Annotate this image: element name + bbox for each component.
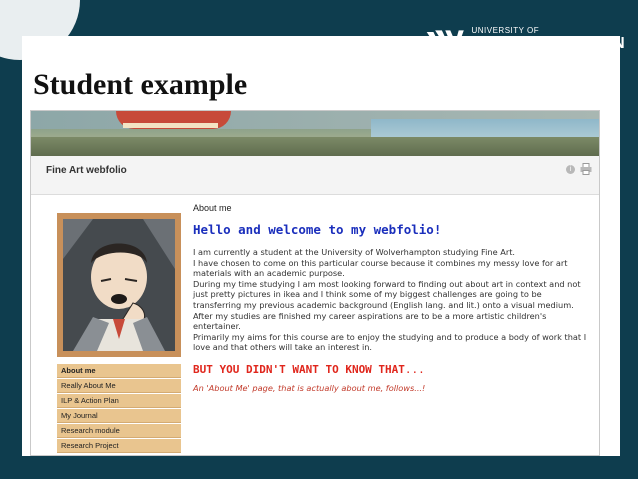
slide-title: Student example [33,68,248,101]
webfolio-title: Fine Art webfolio [46,165,127,176]
nav-item-about-me[interactable]: About me [57,364,181,378]
nav-item-ilp-action-plan[interactable]: ILP & Action Plan [57,394,181,408]
intro-line: I am currently a student at the University of Wolverhampton studying Fine Art. [193,247,516,257]
logo-tagline: KNOWLEDGE • INNOVATION • ENTERPRISE [471,52,593,59]
intro-line: Primarily my aims for this course are to enjoy the studying and to produce a body of work that I love and that others will take an interest in. [193,331,587,353]
logo-text [471,27,625,59]
shout-dots: ... [404,362,425,376]
comic-portrait-image [63,219,175,351]
intro-line: I have chosen to come on this particular course because it combines my messy love for art materials with an academic purpose. [193,257,568,279]
university-crest-icon [425,24,465,62]
welcome-heading: Hello and welcome to my webfolio! [193,222,442,237]
header-banner-image [31,111,599,156]
webfolio-nav [57,364,181,454]
logo-line2: WOLVERHAMPTON [471,35,625,53]
profile-picture [57,213,181,357]
nav-item-research-project[interactable]: Research Project [57,439,181,453]
shout-main: BUT YOU DIDN'T WANT TO KNOW THAT [193,362,405,376]
nav-item-my-journal[interactable]: My Journal [57,409,181,423]
nav-item-really-about-me[interactable]: Really About Me [57,379,181,393]
page-content [193,203,588,393]
intro-line: After my studies are finished my career aspirations are to be a more artistic children's entertainer. [193,310,547,332]
intro-line: During my time studying I am most looking forward to finding out about art in context and not just pretty pictures in ikea and I think some of my biggest challenges are going to be transferring my previous academic background (English lang. and lit.) onto a visual medium. [193,278,581,310]
nav-item-research-module[interactable]: Research module [57,424,181,438]
intro-paragraph [193,247,588,353]
section-label: About me [193,203,232,213]
webfolio-screenshot [30,110,600,456]
print-icon[interactable] [580,163,592,175]
shout-text [193,363,588,376]
logo-line1: UNIVERSITY OF [471,26,540,36]
webfolio-header [31,156,599,195]
university-logo [425,22,625,64]
info-icon[interactable]: i [566,165,575,174]
followup-text: An 'About Me' page, that is actually about me, follows...! [193,382,426,393]
